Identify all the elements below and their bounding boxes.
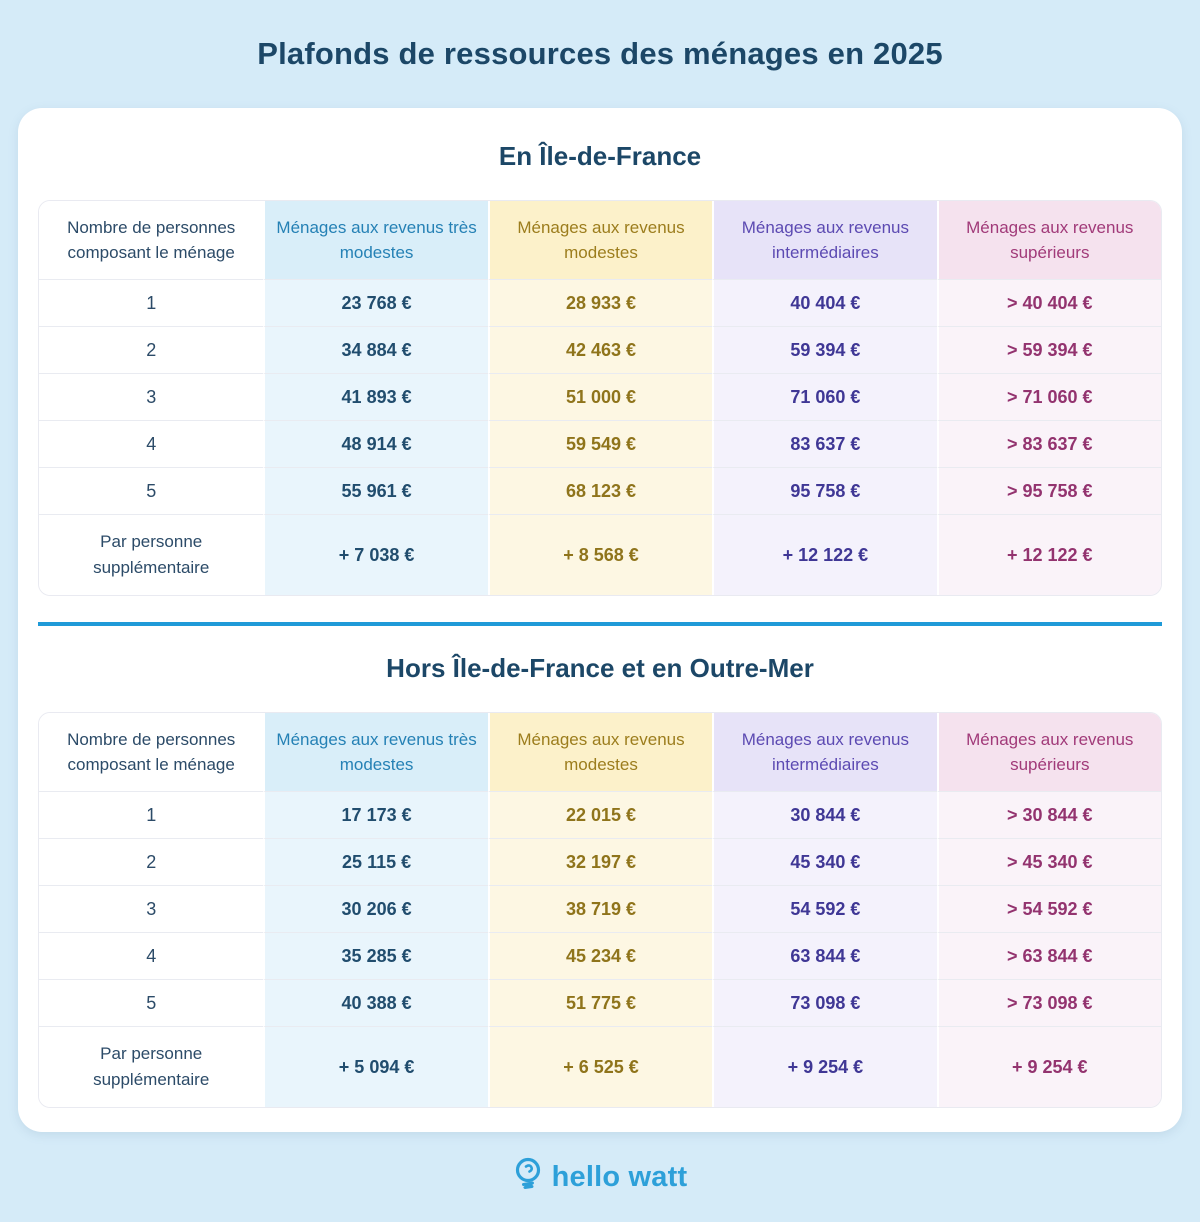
value-cell: 32 197 € <box>488 838 712 885</box>
row-label-cell: 2 <box>39 326 263 373</box>
row-label-cell: 2 <box>39 838 263 885</box>
value-cell: > 30 844 € <box>937 791 1161 838</box>
table-row <box>39 1026 1161 1107</box>
value-cell: > 40 404 € <box>937 279 1161 326</box>
value-cell: 54 592 € <box>712 885 936 932</box>
column-header: Ménages aux revenus modestes <box>488 201 712 279</box>
resource-ceiling-table <box>39 201 1161 595</box>
table-ile-de-france <box>38 200 1162 596</box>
value-cell: > 63 844 € <box>937 932 1161 979</box>
value-cell: > 73 098 € <box>937 979 1161 1026</box>
footer <box>0 1132 1200 1222</box>
table-hors-ile-de-france <box>38 712 1162 1108</box>
value-cell: 45 340 € <box>712 838 936 885</box>
page-title: Plafonds de ressources des ménages en 2025 <box>257 36 943 71</box>
value-cell: > 45 340 € <box>937 838 1161 885</box>
value-cell: > 83 637 € <box>937 420 1161 467</box>
row-label-cell: 5 <box>39 979 263 1026</box>
value-cell: 51 000 € <box>488 373 712 420</box>
table-row <box>39 373 1161 420</box>
column-header: Ménages aux revenus modestes <box>488 713 712 791</box>
value-cell: + 12 122 € <box>712 514 936 595</box>
value-cell: 83 637 € <box>712 420 936 467</box>
row-label-cell: 1 <box>39 279 263 326</box>
column-header: Nombre de personnes composant le ménage <box>39 713 263 791</box>
table-row <box>39 279 1161 326</box>
hellowatt-logo-text: hello watt <box>551 1160 688 1193</box>
value-cell: > 95 758 € <box>937 467 1161 514</box>
value-cell: 55 961 € <box>263 467 487 514</box>
row-label-cell: 4 <box>39 420 263 467</box>
column-header: Ménages aux revenus très modestes <box>263 201 487 279</box>
value-cell: 17 173 € <box>263 791 487 838</box>
value-cell: 30 206 € <box>263 885 487 932</box>
table-row <box>39 467 1161 514</box>
value-cell: 73 098 € <box>712 979 936 1026</box>
resource-ceiling-table <box>39 713 1161 1107</box>
row-label-cell: 5 <box>39 467 263 514</box>
table-row <box>39 885 1161 932</box>
row-label-cell: 4 <box>39 932 263 979</box>
table-row <box>39 791 1161 838</box>
hellowatt-bulb-icon <box>513 1156 543 1198</box>
table-row <box>39 979 1161 1026</box>
value-cell: 28 933 € <box>488 279 712 326</box>
value-cell: + 12 122 € <box>937 514 1161 595</box>
column-header: Ménages aux revenus très modestes <box>263 713 487 791</box>
value-cell: 25 115 € <box>263 838 487 885</box>
column-header: Nombre de personnes composant le ménage <box>39 201 263 279</box>
value-cell: 42 463 € <box>488 326 712 373</box>
row-label-cell: Par personne supplémentaire <box>39 514 263 595</box>
content-card <box>18 108 1182 1132</box>
value-cell: 59 394 € <box>712 326 936 373</box>
table-row <box>39 838 1161 885</box>
value-cell: 63 844 € <box>712 932 936 979</box>
value-cell: 71 060 € <box>712 373 936 420</box>
value-cell: + 8 568 € <box>488 514 712 595</box>
value-cell: 38 719 € <box>488 885 712 932</box>
row-label-cell: Par personne supplémentaire <box>39 1026 263 1107</box>
row-label-cell: 3 <box>39 885 263 932</box>
value-cell: + 6 525 € <box>488 1026 712 1107</box>
value-cell: 41 893 € <box>263 373 487 420</box>
section-title-ile-de-france: En Île-de-France <box>498 141 702 171</box>
value-cell: 95 758 € <box>712 467 936 514</box>
value-cell: 23 768 € <box>263 279 487 326</box>
value-cell: > 54 592 € <box>937 885 1161 932</box>
column-header: Ménages aux revenus supérieurs <box>937 201 1161 279</box>
section-divider <box>38 622 1162 626</box>
value-cell: 48 914 € <box>263 420 487 467</box>
row-label-cell: 1 <box>39 791 263 838</box>
table-row <box>39 932 1161 979</box>
value-cell: + 7 038 € <box>263 514 487 595</box>
value-cell: 45 234 € <box>488 932 712 979</box>
column-header: Ménages aux revenus intermédiaires <box>712 713 936 791</box>
column-header: Ménages aux revenus supérieurs <box>937 713 1161 791</box>
value-cell: + 9 254 € <box>937 1026 1161 1107</box>
table-row <box>39 326 1161 373</box>
table-row <box>39 420 1161 467</box>
value-cell: 59 549 € <box>488 420 712 467</box>
value-cell: 51 775 € <box>488 979 712 1026</box>
value-cell: > 59 394 € <box>937 326 1161 373</box>
value-cell: + 9 254 € <box>712 1026 936 1107</box>
value-cell: 40 404 € <box>712 279 936 326</box>
value-cell: 35 285 € <box>263 932 487 979</box>
value-cell: 40 388 € <box>263 979 487 1026</box>
table-row <box>39 514 1161 595</box>
value-cell: 68 123 € <box>488 467 712 514</box>
value-cell: > 71 060 € <box>937 373 1161 420</box>
value-cell: 22 015 € <box>488 791 712 838</box>
value-cell: 34 884 € <box>263 326 487 373</box>
column-header: Ménages aux revenus intermédiaires <box>712 201 936 279</box>
row-label-cell: 3 <box>39 373 263 420</box>
value-cell: + 5 094 € <box>263 1026 487 1107</box>
section-title-hors-ile-de-france: Hors Île-de-France et en Outre-Mer <box>386 653 814 683</box>
value-cell: 30 844 € <box>712 791 936 838</box>
